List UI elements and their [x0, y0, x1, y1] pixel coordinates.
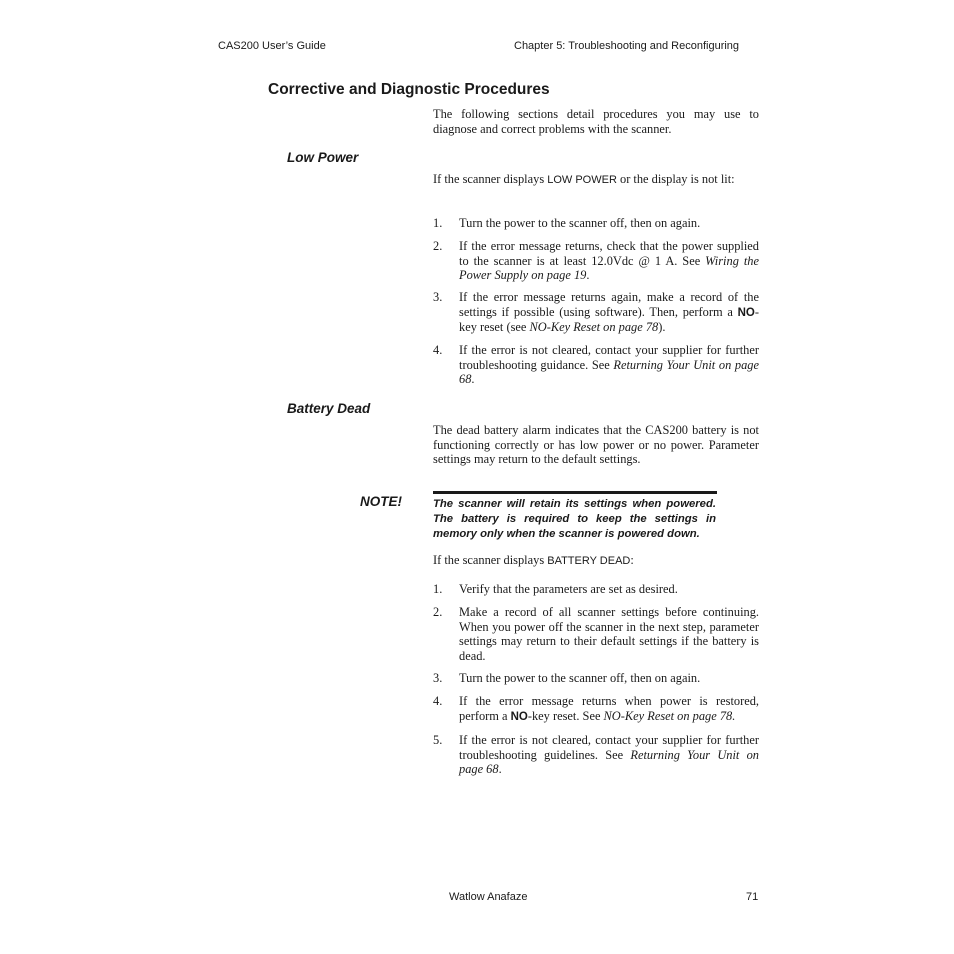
battery-dead-intro: The dead battery alarm indicates that the CAS200 battery is not functioning correctly or has low power or no power. Parameter settings may return to the default settings. — [433, 423, 759, 467]
display-code: LOW POWER — [547, 174, 617, 186]
cross-reference: Returning Your Unit on page 68 — [459, 747, 759, 777]
cross-reference: NO-Key Reset on page 78. — [603, 708, 736, 723]
page-number: 71 — [746, 891, 759, 903]
key-label: NO — [737, 306, 755, 319]
low-power-lead: If the scanner displays LOW POWER or the display is not lit: — [433, 172, 735, 186]
cross-reference: Wiring the Power Supply on page 19 — [459, 253, 759, 283]
cross-reference: NO-Key Reset on page 78 — [529, 320, 659, 335]
list-item: 2. Make a record of all scanner settings before continuing. When you power off the scanner in the next step, parameter settings may return to their default settings if the battery is dead. — [433, 605, 759, 663]
list-item: 5. If the error is not cleared, contact your supplier for further troubleshooting guidelines. See Returning Your Unit on page 68. — [433, 733, 759, 777]
note-label: NOTE! — [360, 494, 402, 509]
subsection-title-low-power: Low Power — [287, 150, 359, 165]
display-code: BATTERY DEAD — [547, 555, 631, 567]
list-item: 2. If the error message returns, check that the power supplied to the scanner is at least 12.0Vdc @ 1 A. See Wiring the Power Supply on page 19. — [433, 239, 759, 283]
intro-paragraph: The following sections detail procedures you may use to diagnose and correct problems with the scanner. — [433, 107, 759, 136]
list-item: 1. Verify that the parameters are set as desired. — [433, 582, 678, 596]
list-item: 3. If the error message returns again, make a record of the settings if possible (using software). Then, perform a NO-key reset (see NO-Key Reset on page 78). — [433, 290, 759, 335]
note-rule — [433, 491, 717, 494]
cross-reference: Returning Your Unit on page 68 — [459, 357, 759, 387]
running-header-right: Chapter 5: Troubleshooting and Reconfiguring — [514, 40, 740, 52]
footer-publisher: Watlow Anafaze — [449, 891, 528, 903]
running-header-left: CAS200 User’s Guide — [218, 40, 326, 52]
note-text: The scanner will retain its settings when powered. The battery is required to keep the settings in memory only when the scanner is powered down. — [433, 498, 716, 540]
list-item: 1. Turn the power to the scanner off, then on again. — [433, 216, 701, 230]
list-item: 4. If the error is not cleared, contact your supplier for further troubleshooting guidance. See Returning Your Unit on page 68. — [433, 343, 759, 387]
key-label: NO — [510, 710, 528, 723]
section-title: Corrective and Diagnostic Procedures — [268, 81, 550, 98]
battery-dead-lead: If the scanner displays BATTERY DEAD: — [433, 553, 634, 567]
subsection-title-battery-dead: Battery Dead — [287, 401, 371, 416]
list-item: 4. If the error message returns when power is restored, perform a NO-key reset. See NO-Key Reset on page 78. — [433, 694, 759, 723]
list-item: 3. Turn the power to the scanner off, then on again. — [433, 671, 701, 685]
